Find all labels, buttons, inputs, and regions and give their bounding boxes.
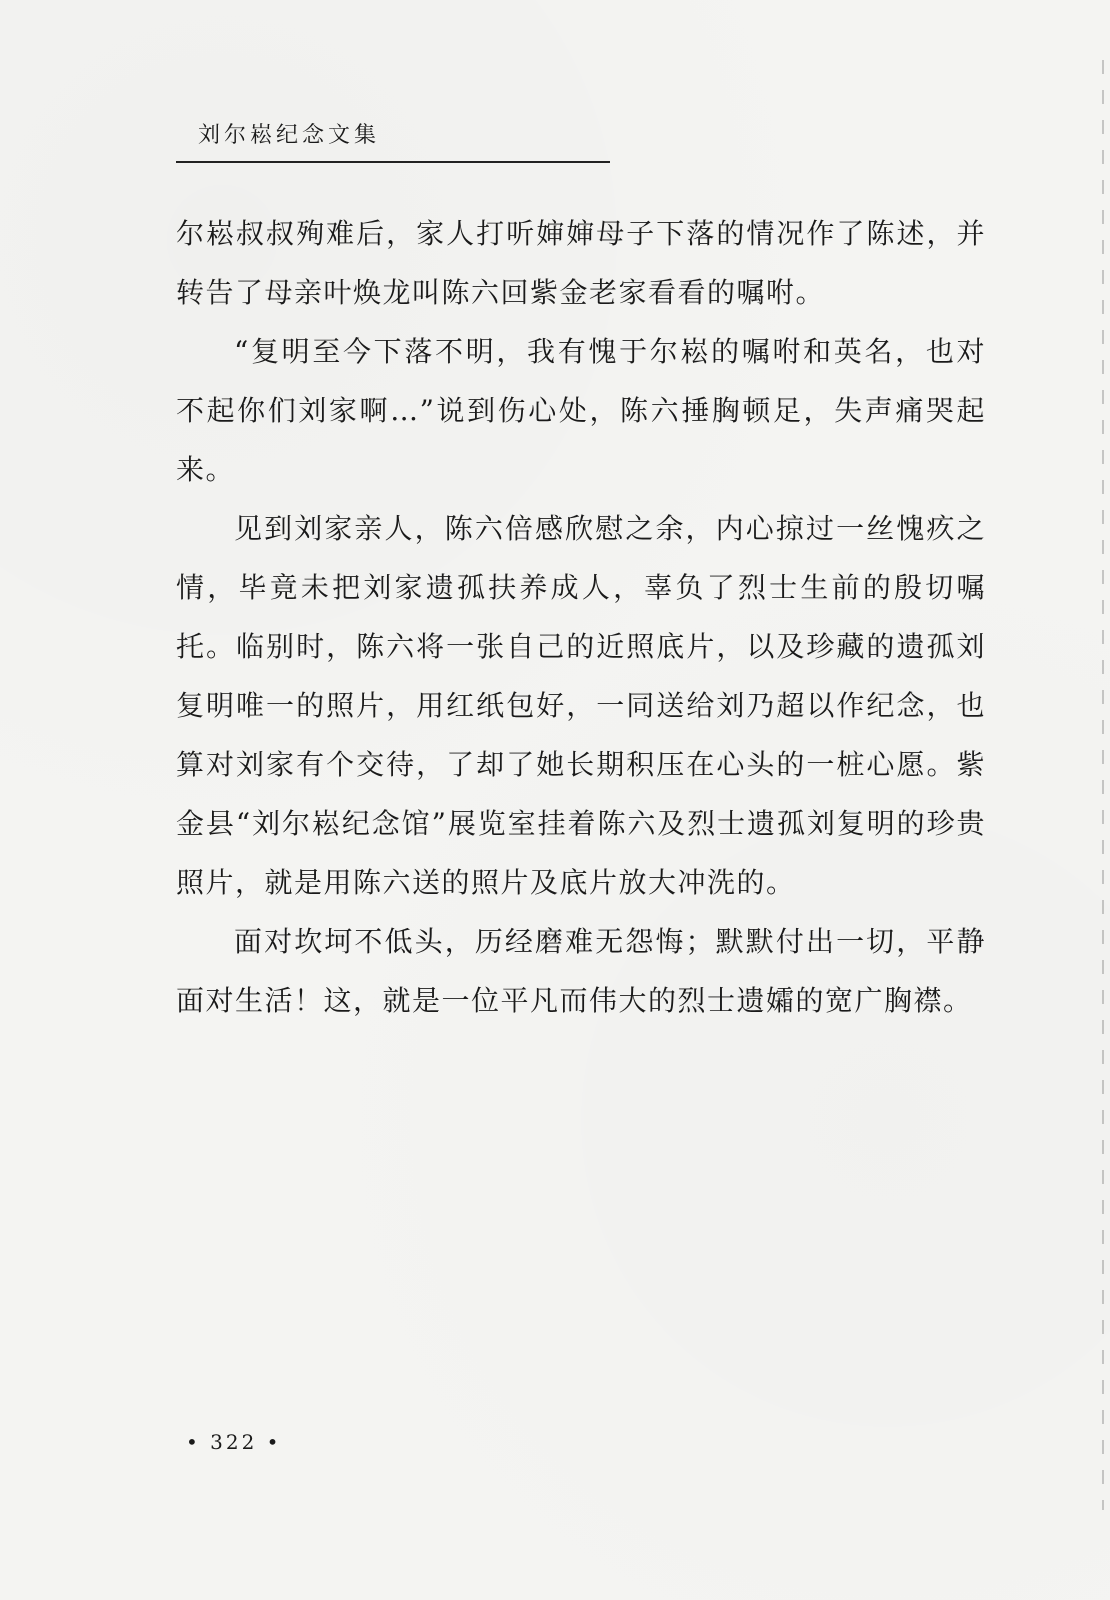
paragraph-4: 面对坎坷不低头，历经磨难无怨悔；默默付出一切，平静面对生活！这，就是一位平凡而伟大的烈士遗孀的宽广胸襟。 [176,925,986,1017]
paragraph-2: “复明至今下落不明，我有愧于尔崧的嘱咐和英名，也对不起你们刘家啊…”说到伤心处，陈六捶胸顿足，失声痛哭起来。 [176,335,986,486]
running-head-rule [176,161,610,163]
body-text [176,204,986,1030]
paragraph-1: 尔崧叔叔殉难后，家人打听婶婶母子下落的情况作了陈述，并转告了母亲叶焕龙叫陈六回紫金老家看看的嘱咐。 [176,217,986,309]
page-number: • 322 • [186,1430,282,1454]
paragraph-3: 见到刘家亲人，陈六倍感欣慰之余，内心掠过一丝愧疚之情，毕竟未把刘家遗孤扶养成人，辜负了烈士生前的殷切嘱托。临别时，陈六将一张自己的近照底片，以及珍藏的遗孤刘复明唯一的照片，用红纸包好，一同送给刘乃超以作纪念，也算对刘家有个交待，了却了她长期积压在心头的一桩心愿。紫金县“刘尔崧纪念馆”展览室挂着陈六及烈士遗孤刘复明的珍贵照片，就是用陈六送的照片及底片放大冲洗的。 [176,512,986,899]
running-head: 刘尔崧纪念文集 [198,123,381,148]
scan-edge-marks [1102,60,1104,1510]
